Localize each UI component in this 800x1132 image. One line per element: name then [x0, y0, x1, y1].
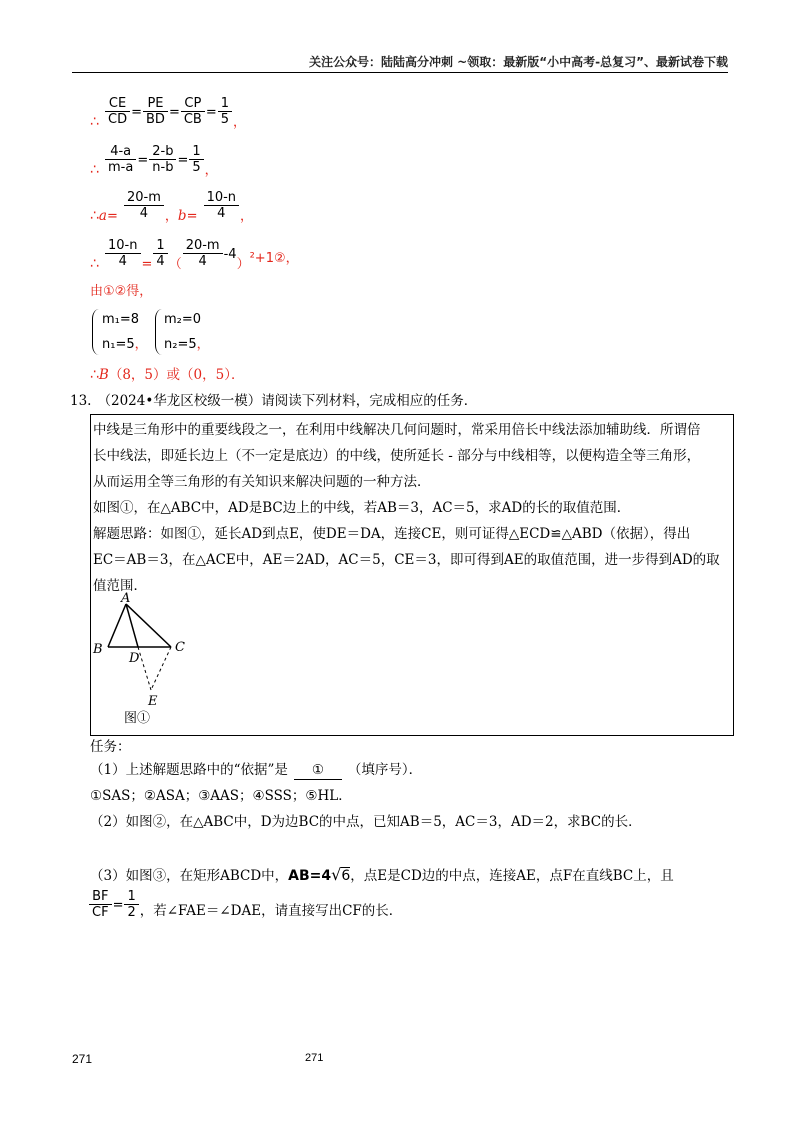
fraction-half: $\frac{1}{2}$ [124, 889, 138, 920]
fraction: $\frac{PE}{BD}$ [143, 96, 168, 127]
task-3-line-1 [90, 862, 674, 889]
fraction-bf-cf: $\frac{BF}{CF}$ [89, 889, 112, 920]
fraction: $\frac{10-n}{4}$ [204, 190, 239, 221]
task-1 [90, 757, 422, 783]
therefore-symbol: ∴ [90, 114, 99, 130]
task-3-text-2: ，点E是CD边的中点，连接AE，点F在直线BC上，且 [350, 868, 674, 884]
material-line: 值范围． [93, 578, 147, 594]
equals: = [112, 898, 124, 913]
task-3-text: （3）如图③，在矩形ABCD中， [90, 868, 289, 884]
therefore-symbol: ∴ [90, 367, 99, 383]
therefore-symbol: ∴ [90, 256, 99, 272]
brace [155, 309, 162, 355]
equals: = [131, 105, 143, 120]
fraction: $\frac{4-a}{m-a}$ [105, 144, 136, 175]
task-2: （2）如图②，在△ABC中，D为边BC的中点，已知AB＝5，AC＝3，AD＝2，求BC的长． [90, 814, 642, 830]
material-line: 中线是三角形中的重要线段之一，在利用中线解决几何问题时，常采用倍长中线法添加辅助线．所谓倍 [93, 422, 701, 438]
page-number-left: 271 [72, 1052, 93, 1066]
figure-caption: 图① [124, 711, 151, 726]
material-box [90, 414, 734, 736]
point-B: B [98, 367, 109, 383]
comma: ， [196, 337, 210, 352]
paren: （ [168, 257, 182, 272]
solution-line-2 [90, 144, 218, 178]
segment-CE [151, 647, 171, 690]
sqrt-sign: √ [331, 865, 342, 884]
system-1 [102, 307, 148, 357]
minus-four: -4 [223, 247, 237, 262]
label-C: C [175, 640, 185, 655]
paren: ） [236, 257, 250, 272]
task-1-text: （1）上述解题思路中的“依据”是 [90, 762, 288, 778]
label-D: D [129, 651, 140, 666]
fraction: $\frac{20-m}{4}$ [124, 190, 164, 221]
equals: = [137, 153, 149, 168]
material-line: EC＝AB＝3，在△ACE中，AE＝2AD，AC＝5，CE＝3，即可得到AE的取值范围，进一步得到AD的取 [93, 552, 720, 568]
page-number-center: 271 [305, 1052, 324, 1064]
comma: ， [164, 209, 178, 224]
material-line: 解题思路：如图①，延长AD到点E，使DE＝DA，连接CE，则可证得△ECD≌△ABD（依据），得出 [93, 526, 691, 542]
fraction: $\frac{CP}{CB}$ [181, 96, 205, 127]
equals: = [177, 153, 189, 168]
tail: ²+1②， [249, 251, 299, 266]
material-text [93, 417, 729, 599]
comma: ， [134, 337, 148, 352]
comma: ， [240, 209, 254, 224]
fraction: $\frac{10-n}{4}$ [105, 238, 140, 269]
equals: = [168, 105, 180, 120]
var-b: b [177, 208, 187, 224]
problem-number: 13. [70, 393, 92, 409]
material-line: 从而运用全等三角形的有关知识来解决问题的一种方法． [93, 474, 431, 490]
task-1-answer: ① [294, 761, 342, 780]
label-E: E [148, 694, 158, 709]
label-B: B [93, 642, 103, 657]
task-3-line-2 [88, 889, 402, 924]
brace [92, 309, 99, 355]
therefore-symbol: ∴ [90, 162, 99, 178]
fraction: $\frac{20-m}{4}$ [183, 238, 223, 269]
material-line: 长中线法，即延长边上（不一定是底边）的中线，使所延长 - 部分与中线相等，以便构造全等三角形， [93, 448, 701, 464]
task-label: 任务： [90, 739, 131, 755]
solution-line-1 [90, 96, 246, 130]
equals: = [141, 257, 153, 272]
comma: ， [204, 163, 218, 178]
equals: = [106, 209, 118, 224]
equation: m₁=8 [102, 312, 140, 327]
equation: n₂=5 [164, 337, 197, 352]
task-1-text-end: （填序号）． [347, 762, 423, 778]
task-3-text-3: ，若∠FAE＝∠DAE，请直接写出CF的长． [139, 903, 403, 919]
page-header: 关注公众号：陆陆高分冲刺 ~领取：最新版“小中高考-总复习”、最新试卷下载 [72, 52, 728, 73]
comma: ， [233, 115, 247, 130]
var-a: a [98, 208, 107, 224]
material-line: 如图①，在△ABC中，AD是BC边上的中线，若AB＝3，AC＝5，求AD的长的取值范围． [93, 500, 631, 516]
fraction: $\frac{CE}{CD}$ [105, 96, 130, 127]
therefore-symbol: ∴ [90, 208, 99, 224]
sqrt-radicand: 6 [341, 868, 351, 884]
problem-intro: （2024•华龙区校级一模）请阅读下列材料，完成相应的任务． [97, 393, 478, 409]
solution-line-6 [90, 362, 244, 388]
fraction: $\frac{2-b}{n-b}$ [149, 144, 176, 175]
equals: = [186, 209, 198, 224]
fraction: $\frac{1}{4}$ [153, 238, 167, 269]
solution-line-4 [90, 238, 299, 272]
solution-line-5: 由①②得， [90, 284, 153, 299]
figure-1 [91, 591, 211, 727]
answer: （8，5）或（0，5）． [108, 367, 245, 383]
equation: n₁=5 [102, 337, 135, 352]
fraction: $\frac{1}{5}$ [218, 96, 232, 127]
ab-length: AB=4 [288, 868, 332, 884]
equation: m₂=0 [164, 312, 202, 327]
equals: = [205, 105, 217, 120]
label-A: A [121, 591, 131, 606]
segment-DE [138, 647, 151, 690]
segment-AB [108, 604, 126, 647]
options-line: ①SAS；②ASA；③AAS；④SSS；⑤HL． [90, 788, 352, 804]
problem-header [70, 388, 477, 414]
solution-line-3 [90, 190, 253, 229]
fraction: $\frac{1}{5}$ [189, 144, 203, 175]
system-2 [164, 307, 210, 357]
